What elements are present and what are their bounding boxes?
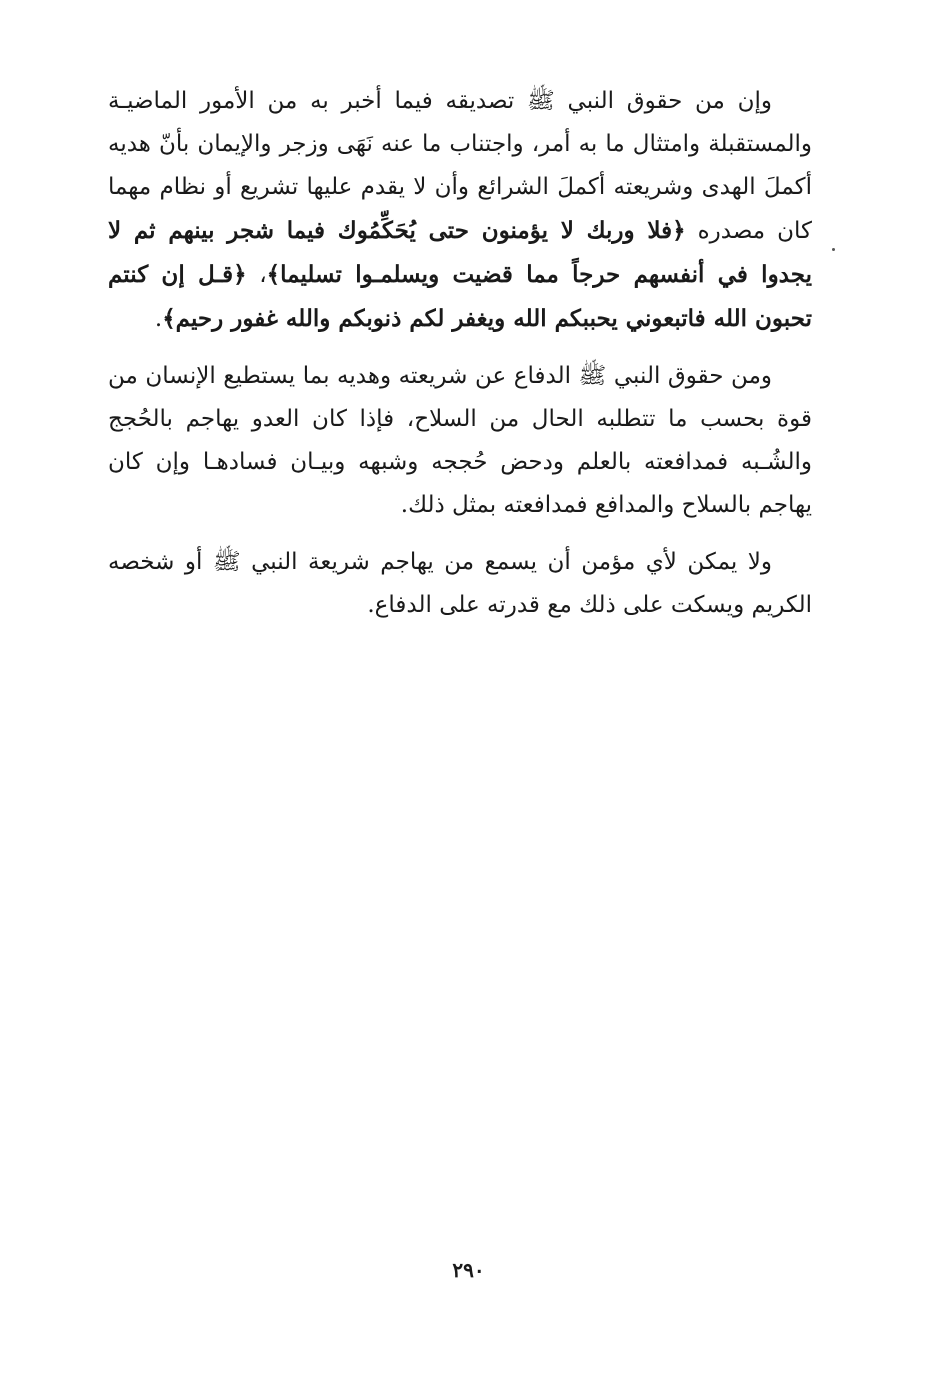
quran-verse: ﴿فلا وربك لا يؤمنون حتى يُحَكِّمُوك فيما شجر بينهم ثم لا يجدوا في أنفسهم حرجاً مما قضيت ويسلمـوا تسليما﴾ — [108, 217, 812, 288]
paragraph-3 — [108, 541, 812, 627]
quran-verse: ﴿قـل إن كنتم تحبون الله فاتبعوني يحببكم الله ويغفر لكم ذنوبكم والله غفور رحيم﴾ — [108, 261, 812, 332]
paragraph-text: وإن من حقوق النبي ﷺ تصديقه فيما أخبر به من الأمور الماضيـة والمستقبلة وامتثال ما به أمر، واجتناب ما عنه نَهَى وزجر والإيمان بأنّ هديه أكملَ الهدى وشريعته أكملَ الشرائع وأن لا يقدم عليها تشريع أو نظام مهما كان مصدره — [108, 88, 813, 244]
scan-speck — [832, 248, 835, 251]
paragraph-1 — [108, 80, 812, 341]
body-text — [108, 80, 812, 641]
separator-text: ، — [246, 262, 267, 288]
period-text: . — [154, 306, 163, 332]
paragraph-text: ومن حقوق النبي ﷺ الدفاع عن شريعته وهديه بما يستطيع الإنسان من قوة بحسب ما تتطلبه الحال من السلاح، فإذا كان العدو يهاجم بالحُجج والشُـبه فمدافعته بالعلم ودحض حُججه وشبهه وبيـان فسادهـا وإن كان يهاجم بالسلاح والمدافع فمدافعته بمثل ذلك. — [108, 363, 812, 518]
paragraph-text: ولا يمكن لأي مؤمن أن يسمع من يهاجم شريعة النبي ﷺ أو شخصه الكريم ويسكت على ذلك مع قدرته على الدفاع. — [108, 549, 812, 618]
paragraph-2 — [108, 355, 812, 527]
page-number: ٢٩٠ — [452, 1258, 485, 1282]
